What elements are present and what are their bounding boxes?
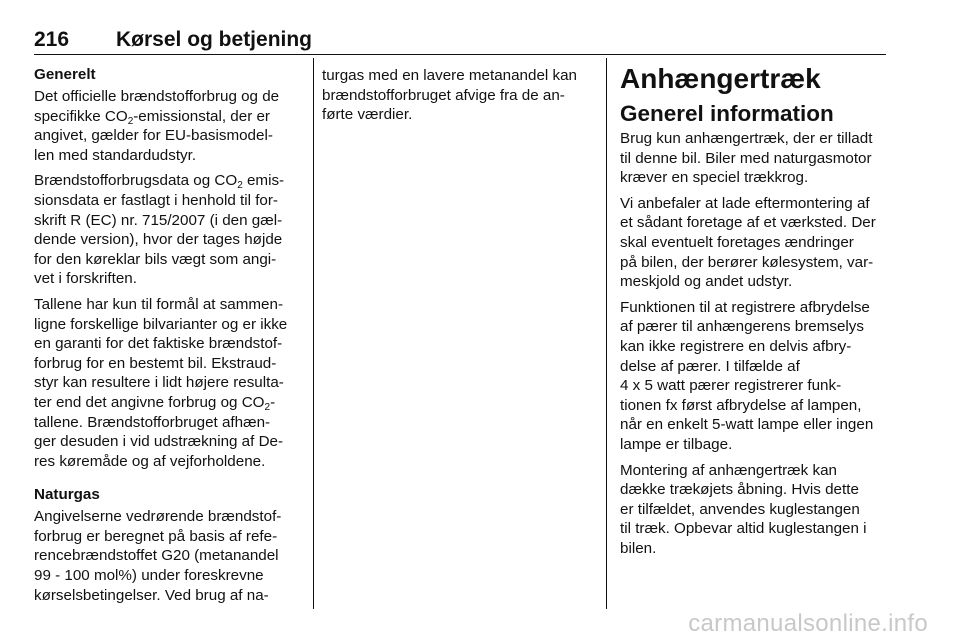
- text-line: til træk. Opbevar altid kuglestangen i: [620, 520, 867, 538]
- subscript: 2: [237, 180, 243, 192]
- text-line: af pærer til anhængerens bremselys: [620, 318, 864, 336]
- text-line: len med standardudstyr.: [34, 146, 197, 164]
- paragraph: [620, 129, 888, 188]
- text-fragment: ter end det angivne forbrug og CO: [34, 393, 265, 411]
- text-line: forbrug er beregnet på basis af refe-: [34, 527, 278, 545]
- column-1: [34, 62, 302, 611]
- text-line: rencebrændstoffet G20 (metanandel: [34, 547, 279, 565]
- chapter-title: Kørsel og betjening: [116, 28, 313, 51]
- subscript: 2: [264, 401, 271, 413]
- text-fragment: specifikke CO: [34, 107, 128, 125]
- text-line: tallene. Brændstofforbruget afhæn-: [34, 413, 271, 431]
- text-fragment: -: [270, 393, 276, 411]
- text-line: [34, 393, 302, 413]
- text-line: kan ikke registrere en delvis afbry-: [620, 337, 852, 355]
- text-line: Tallene har kun til formål at sammen-: [34, 295, 284, 313]
- text-line: på bilen, der berører kølesystem, var-: [620, 253, 874, 271]
- text-line: ger desuden i vid udstrækning af De-: [34, 433, 284, 451]
- text-line: sionsdata er fastlagt i henhold til for-: [34, 191, 278, 209]
- text-fragment: Brændstofforbrugsdata og CO: [34, 172, 238, 190]
- text-line: når en enkelt 5-watt lampe eller ingen: [620, 416, 874, 434]
- text-line: dække trækøjets åbning. Hvis dette: [620, 481, 859, 499]
- paragraph: [34, 295, 302, 471]
- text-line: førte værdier.: [322, 106, 413, 124]
- column-2: [322, 66, 590, 131]
- text-fragment: emis-: [242, 172, 285, 190]
- paragraph: [620, 298, 888, 455]
- subscript: 2: [127, 115, 134, 127]
- text-line: turgas med en lavere metanandel kan: [322, 67, 577, 84]
- text-line: vet i forskriften.: [34, 270, 137, 288]
- text-line: angivet, gælder for EU-basismodel-: [34, 127, 273, 145]
- text-line: res køremåde og af vejforholdene.: [34, 452, 266, 470]
- text-line: en garanti for det faktiske brændstof-: [34, 335, 283, 353]
- text-line: lampe er tilbage.: [620, 435, 733, 453]
- text-line: styr kan resultere i lidt højere resulta-: [34, 374, 284, 392]
- text-line: skal eventuelt foretages ændringer: [620, 233, 854, 251]
- text-line: Montering af anhængertræk kan: [620, 461, 837, 479]
- text-line: [34, 107, 302, 127]
- paragraph: [34, 507, 302, 605]
- text-line: [34, 171, 302, 191]
- paragraph: [34, 171, 302, 289]
- text-line: ligne forskellige bilvarianter og er ikke: [34, 315, 288, 333]
- section-heading-generelt: Generelt: [34, 66, 96, 83]
- text-line: kræver en speciel trækkrog.: [620, 169, 809, 187]
- text-line: kørselsbetingelser. Ved brug af na-: [34, 586, 269, 604]
- text-line: Vi anbefaler at lade eftermontering af: [620, 194, 870, 212]
- text-line: 99 - 100 mol%) under foreskrevne: [34, 567, 264, 585]
- text-line: Brug kun anhængertræk, der er tilladt: [620, 130, 873, 147]
- text-line: forbrug for en bestemt bil. Ekstraud-: [34, 354, 277, 372]
- text-line: 4 x 5 watt pærer registrerer funk-: [620, 377, 842, 395]
- text-line: for den køreklar bils vægt som angi-: [34, 250, 277, 268]
- text-line: er tilfældet, anvendes kuglestangen: [620, 500, 860, 518]
- watermark: carmanualsonline.info: [688, 610, 928, 637]
- text-line: dende version), hvor der tages højde: [34, 231, 283, 249]
- paragraph: [34, 87, 302, 165]
- section-title: Anhængertræk: [620, 63, 821, 94]
- text-line: Angivelserne vedrørende brændstof-: [34, 508, 282, 526]
- text-line: tionen fx først afbrydelse af lampen,: [620, 396, 862, 414]
- column-3: [620, 62, 888, 564]
- text-line: Funktionen til at registrere afbrydelse: [620, 298, 870, 316]
- text-fragment: -emissionstal, der er: [133, 107, 270, 125]
- section-heading-naturgas: Naturgas: [34, 486, 100, 504]
- paragraph: [322, 66, 590, 125]
- text-line: til denne bil. Biler med naturgasmotor: [620, 149, 872, 167]
- column-divider-left: [313, 58, 314, 609]
- page-number: 216: [34, 28, 70, 51]
- page-header: [34, 28, 886, 55]
- paragraph: [620, 194, 888, 292]
- column-divider-right: [606, 58, 607, 609]
- paragraph: [620, 461, 888, 559]
- text-line: et sådant foretage af et værksted. Der: [620, 214, 876, 232]
- text-line: Det officielle brændstofforbrug og de: [34, 88, 280, 105]
- subsection-title: Generel information: [620, 101, 834, 126]
- text-line: delse af pærer. I tilfælde af: [620, 357, 800, 375]
- text-line: skrift R (EC) nr. 715/2007 (i den gæl-: [34, 211, 283, 229]
- text-line: meskjold og andet udstyr.: [620, 273, 793, 291]
- text-line: bilen.: [620, 539, 657, 557]
- text-line: brændstofforbruget afvige fra de an-: [322, 86, 565, 104]
